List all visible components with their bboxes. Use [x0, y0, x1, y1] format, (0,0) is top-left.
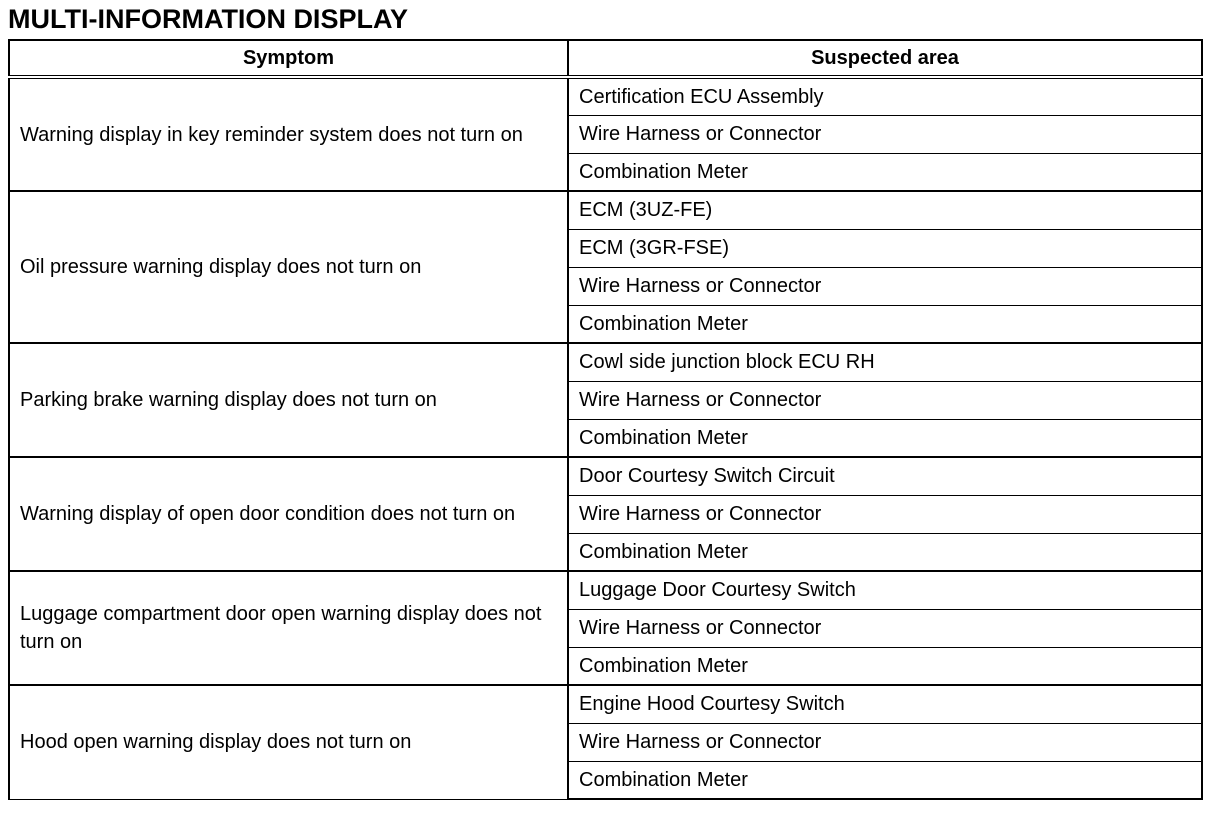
- suspected-area-cell: Door Courtesy Switch Circuit: [568, 457, 1202, 495]
- suspected-area-cell: Combination Meter: [568, 533, 1202, 571]
- symptom-cell: Hood open warning display does not turn on: [9, 685, 568, 799]
- suspected-area-cell: Combination Meter: [568, 419, 1202, 457]
- suspected-area-cell: Combination Meter: [568, 305, 1202, 343]
- suspected-area-cell: Wire Harness or Connector: [568, 267, 1202, 305]
- table-body: [9, 77, 1202, 799]
- header-symptom: Symptom: [9, 40, 568, 77]
- symptom-cell: Oil pressure warning display does not turn on: [9, 191, 568, 343]
- symptom-cell: Warning display in key reminder system does not turn on: [9, 77, 568, 191]
- table-row: [9, 343, 1202, 381]
- table-row: [9, 571, 1202, 609]
- suspected-area-cell: Luggage Door Courtesy Switch: [568, 571, 1202, 609]
- suspected-area-cell: Wire Harness or Connector: [568, 723, 1202, 761]
- symptom-cell: Luggage compartment door open warning display does not turn on: [9, 571, 568, 685]
- suspected-area-cell: Certification ECU Assembly: [568, 77, 1202, 115]
- suspected-area-cell: Wire Harness or Connector: [568, 495, 1202, 533]
- suspected-area-cell: Wire Harness or Connector: [568, 381, 1202, 419]
- symptom-table: [8, 39, 1203, 800]
- suspected-area-cell: Combination Meter: [568, 153, 1202, 191]
- symptom-cell: Warning display of open door condition does not turn on: [9, 457, 568, 571]
- symptom-cell: Parking brake warning display does not turn on: [9, 343, 568, 457]
- header-suspected-area: Suspected area: [568, 40, 1202, 77]
- suspected-area-cell: Wire Harness or Connector: [568, 609, 1202, 647]
- suspected-area-cell: Wire Harness or Connector: [568, 115, 1202, 153]
- page-title: MULTI-INFORMATION DISPLAY: [8, 4, 408, 34]
- table-row: [9, 191, 1202, 229]
- table-row: [9, 457, 1202, 495]
- suspected-area-cell: ECM (3GR-FSE): [568, 229, 1202, 267]
- table-header-row: [9, 40, 1202, 77]
- suspected-area-cell: Cowl side junction block ECU RH: [568, 343, 1202, 381]
- suspected-area-cell: ECM (3UZ-FE): [568, 191, 1202, 229]
- table-row: [9, 685, 1202, 723]
- table-row: [9, 77, 1202, 115]
- suspected-area-cell: Combination Meter: [568, 761, 1202, 799]
- suspected-area-cell: Combination Meter: [568, 647, 1202, 685]
- suspected-area-cell: Engine Hood Courtesy Switch: [568, 685, 1202, 723]
